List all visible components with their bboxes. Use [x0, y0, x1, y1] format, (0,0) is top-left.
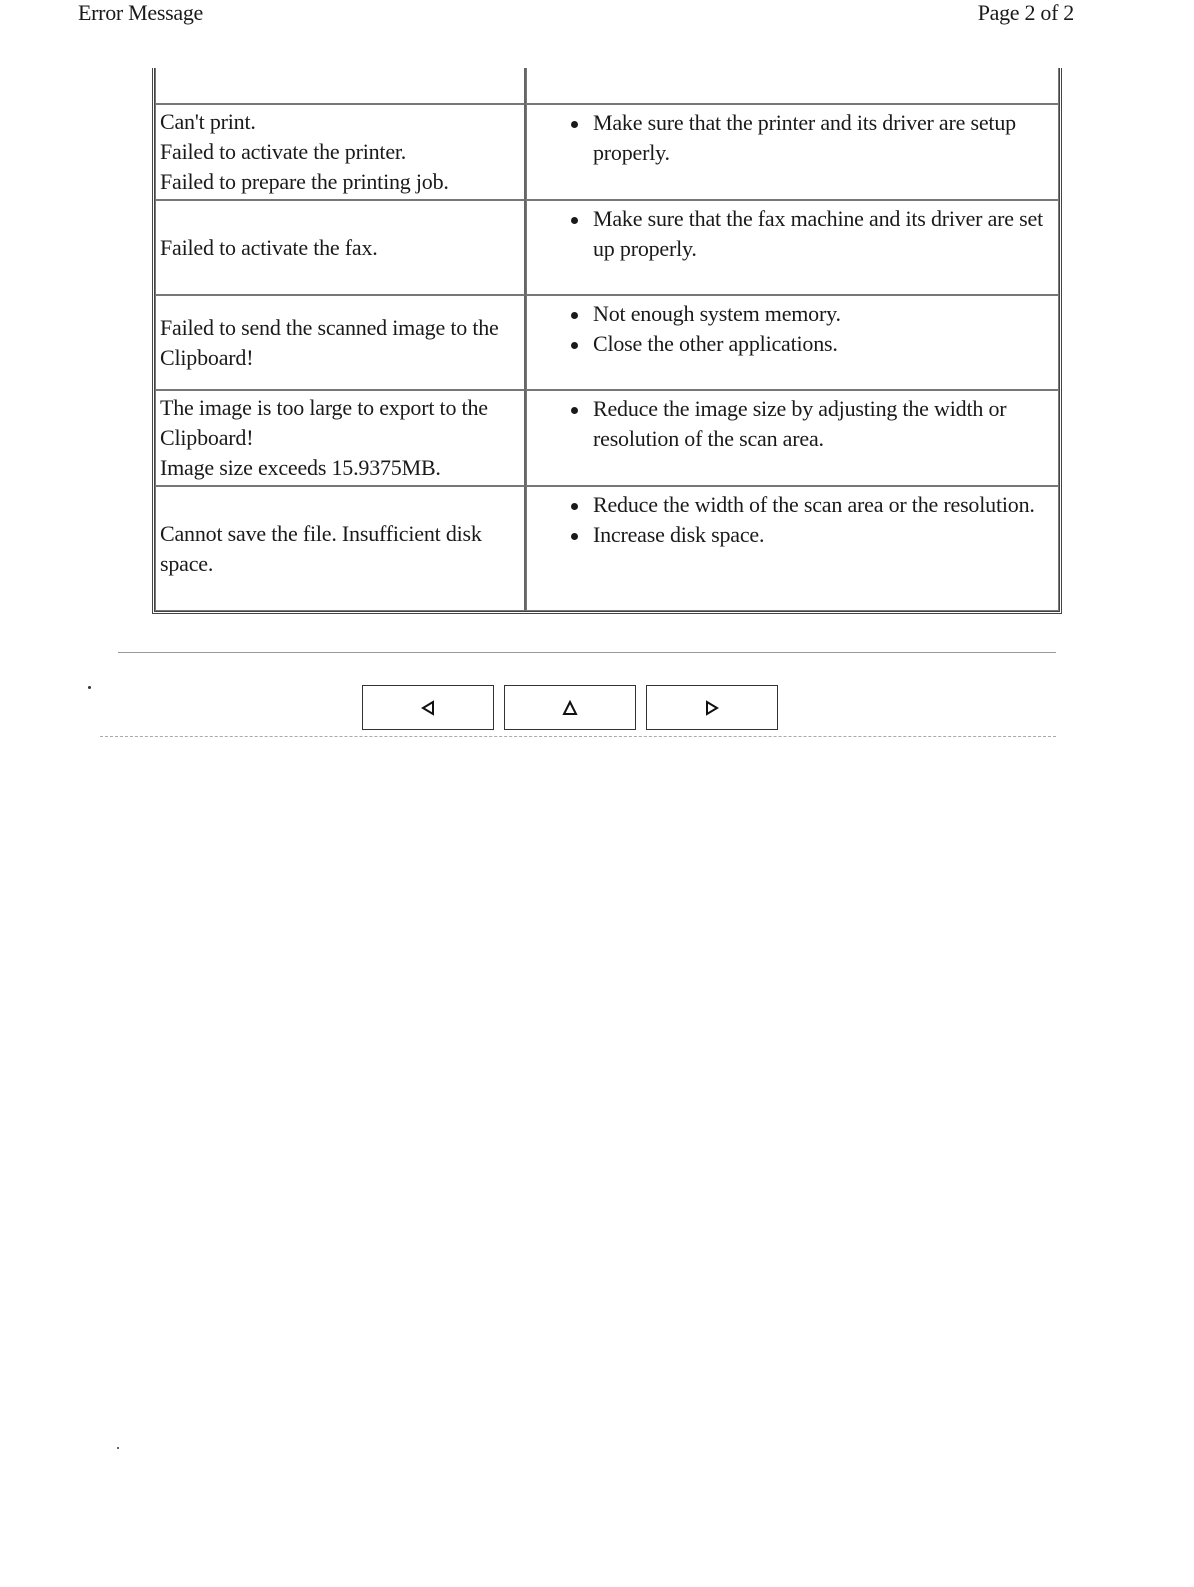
error-message-line: Failed to prepare the printing job.	[160, 169, 449, 194]
solution-item: Make sure that the fax machine and its driver are set up properly.	[593, 204, 1054, 264]
table-cell-empty	[526, 68, 1059, 104]
error-message-cell	[155, 486, 526, 611]
solution-item: Make sure that the printer and its driver are setup properly.	[593, 108, 1054, 168]
solution-item: Reduce the width of the scan area or the resolution.	[593, 490, 1054, 520]
table-row-continuation	[155, 68, 1059, 104]
solution-item: Close the other applications.	[593, 329, 1054, 359]
error-message-line: Cannot save the file. Insufficient disk space.	[160, 520, 482, 576]
solution-item: Not enough system memory.	[593, 299, 1054, 329]
error-message-line: Failed to send the scanned image to the Clipboard!	[160, 314, 499, 370]
solution-cell	[526, 200, 1059, 295]
error-message-cell	[155, 295, 526, 390]
error-message-line: Can't print.	[160, 109, 256, 134]
solution-list	[531, 299, 1054, 359]
error-message-line: Failed to activate the printer.	[160, 139, 407, 164]
navigation-bar	[362, 685, 778, 730]
solution-cell	[526, 295, 1059, 390]
page-title: Error Message	[78, 0, 203, 25]
error-message-cell	[155, 390, 526, 486]
table-row	[155, 295, 1059, 390]
error-message-line: Failed to activate the fax.	[160, 234, 378, 260]
scan-speck	[88, 686, 91, 689]
error-table-container	[152, 68, 1062, 614]
scan-speck	[117, 1447, 119, 1449]
triangle-left-icon	[420, 700, 436, 716]
error-message-line: Image size exceeds 15.9375MB.	[160, 455, 441, 480]
horizontal-divider	[100, 736, 1056, 737]
solution-cell	[526, 390, 1059, 486]
table-row	[155, 486, 1059, 611]
next-page-button[interactable]	[646, 685, 778, 730]
solution-list	[531, 108, 1054, 168]
solution-cell	[526, 104, 1059, 200]
solution-list	[531, 394, 1054, 454]
solution-list	[531, 204, 1054, 264]
error-message-cell	[155, 104, 526, 200]
previous-page-button[interactable]	[362, 685, 494, 730]
solution-list	[531, 490, 1054, 550]
table-row	[155, 390, 1059, 486]
triangle-right-icon	[704, 700, 720, 716]
solution-item: Increase disk space.	[593, 520, 1054, 550]
error-table	[155, 68, 1059, 611]
table-cell-empty	[155, 68, 526, 104]
page-number: Page 2 of 2	[977, 0, 1074, 25]
horizontal-divider	[118, 652, 1056, 653]
solution-item: Reduce the image size by adjusting the width or resolution of the scan area.	[593, 394, 1054, 454]
table-row	[155, 104, 1059, 200]
error-message-cell	[155, 200, 526, 295]
up-button[interactable]	[504, 685, 636, 730]
triangle-up-icon	[562, 700, 578, 716]
error-message-line: The image is too large to export to the Clipboard!	[160, 395, 488, 450]
table-row	[155, 200, 1059, 295]
solution-cell	[526, 486, 1059, 611]
